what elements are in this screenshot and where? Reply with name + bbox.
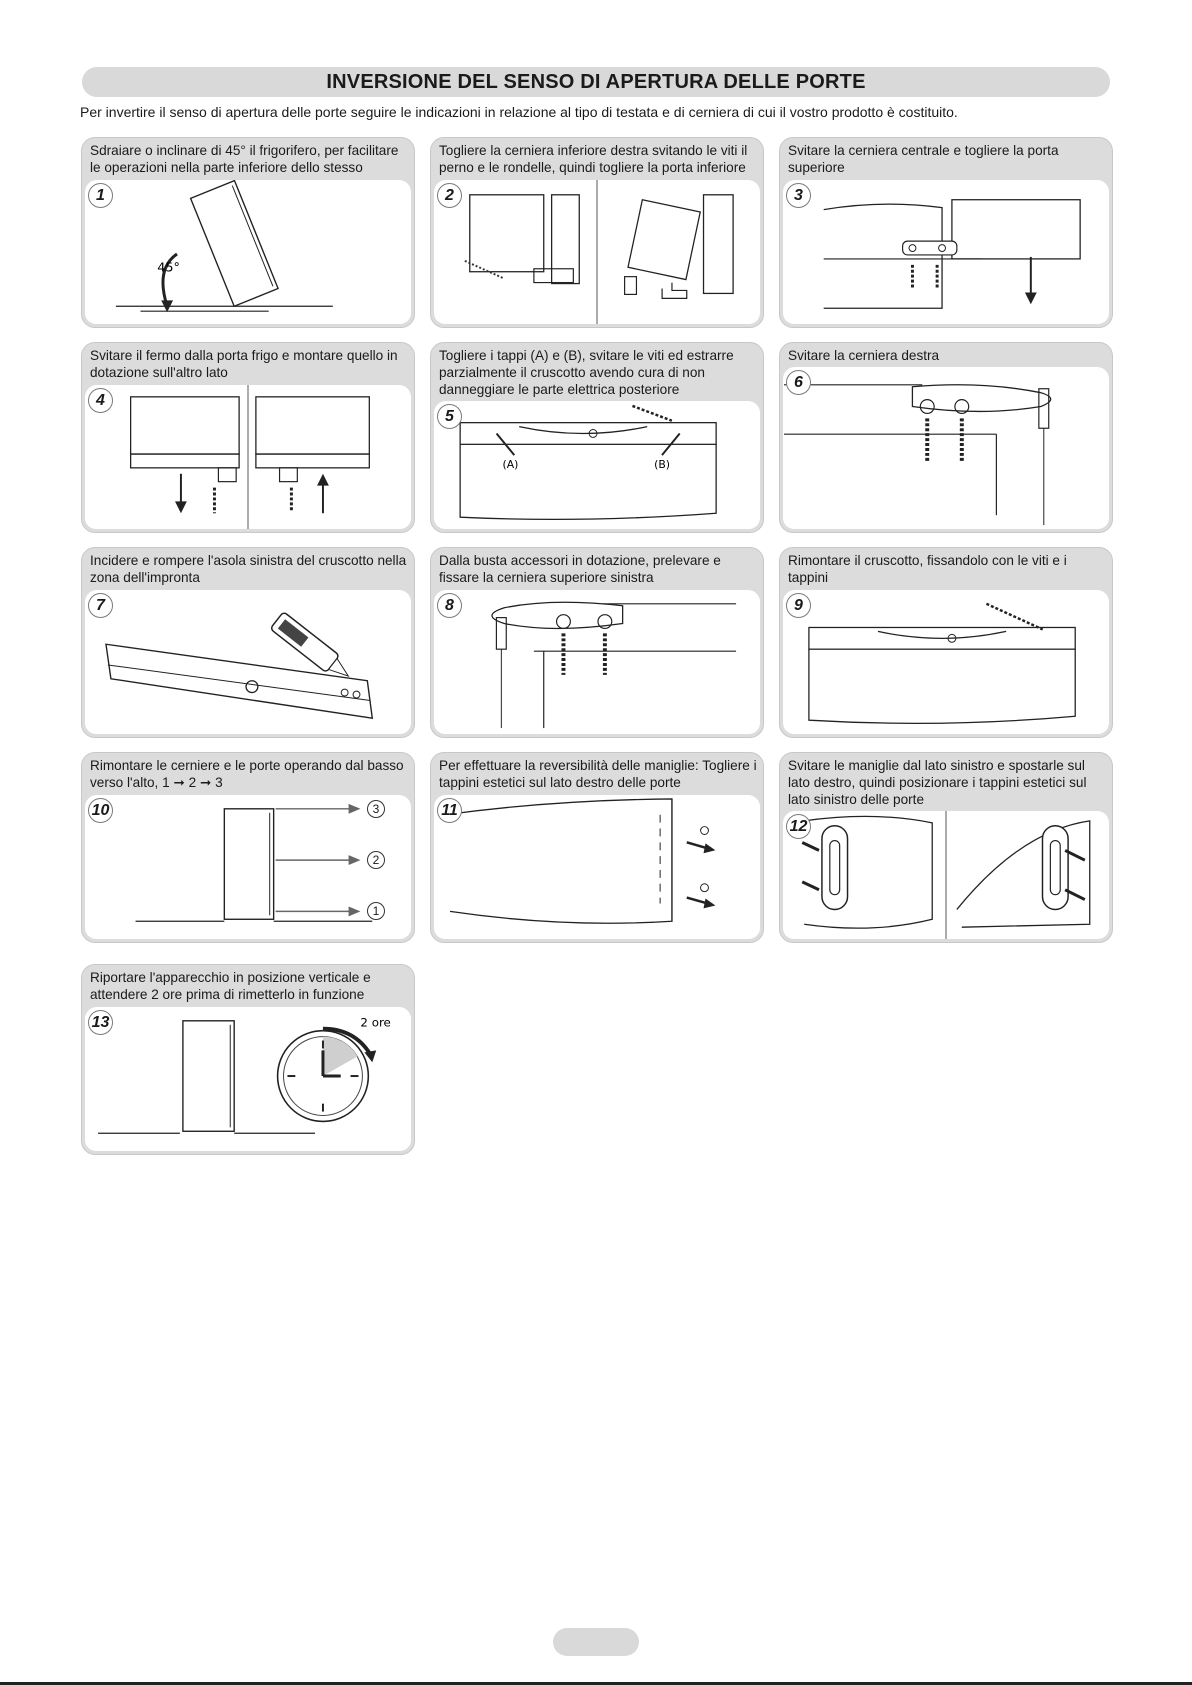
- handle-caps-illustration: [434, 795, 760, 939]
- step-panel-13: [81, 964, 415, 1155]
- step-number: 11: [437, 798, 462, 823]
- step-caption: Svitare le maniglie dal lato sinistro e spostarle sul lato destro, quindi posizionare i tappini estetici sul lato sinistro delle porte: [788, 758, 1087, 807]
- step-number: 6: [786, 370, 811, 395]
- step-panel-10: [81, 752, 415, 943]
- tilted-fridge-illustration: [85, 180, 411, 324]
- intro-text: Per invertire il senso di apertura delle porte seguire le indicazioni in relazione al tipo di testata e di cerniera di cui il vostro prodotto è costituito.: [80, 104, 958, 120]
- step-figure: [434, 180, 760, 324]
- step-figure: [85, 795, 411, 939]
- step-figure: [85, 1007, 411, 1151]
- order-marker-2: 2: [367, 851, 385, 869]
- cap-a-label: (A): [502, 457, 519, 471]
- step-panel-4: [81, 342, 415, 533]
- control-panel-caps-illustration: [434, 401, 760, 529]
- lower-hinge-illustration: [434, 180, 760, 324]
- step-number: 13: [88, 1010, 113, 1035]
- cap-b-label: (B): [654, 457, 670, 471]
- upright-wait-illustration: [85, 1007, 411, 1151]
- step-caption: Incidere e rompere l'asola sinistra del cruscotto nella zona dell'impronta: [90, 553, 407, 585]
- step-number: 4: [88, 388, 113, 413]
- step-panel-11: [430, 752, 764, 943]
- step-figure: [85, 180, 411, 324]
- step-caption: Rimontare il cruscotto, fissandolo con le viti e i tappini: [788, 553, 1067, 585]
- step-number: 5: [437, 404, 462, 429]
- wait-time-label: 2 ore: [360, 1015, 391, 1030]
- step-caption: Dalla busta accessori in dotazione, prelevare e fissare la cerniera superiore sinistra: [439, 553, 721, 585]
- step-figure: [783, 367, 1109, 529]
- step-figure: [434, 401, 760, 529]
- left-hinge-illustration: [434, 590, 760, 734]
- central-hinge-illustration: [783, 180, 1109, 324]
- step-figure: [434, 795, 760, 939]
- step-caption: Sdraiare o inclinare di 45° il frigorifero, per facilitare le operazioni nella parte inferiore dello stesso: [90, 143, 399, 175]
- step-figure: [434, 590, 760, 734]
- step-number: 12: [786, 814, 811, 839]
- angle-label: 45°: [157, 260, 180, 276]
- step-caption: Rimontare le cerniere e le porte operando dal basso verso l'alto, 1 ➞ 2 ➞ 3: [90, 758, 404, 790]
- step-caption: Svitare la cerniera destra: [788, 348, 940, 363]
- step-panel-6: [779, 342, 1113, 533]
- step-figure: [783, 811, 1109, 939]
- step-panel-12: [779, 752, 1113, 943]
- step-caption: Svitare la cerniera centrale e togliere la porta superiore: [788, 143, 1059, 175]
- order-marker-3: 3: [367, 800, 385, 818]
- page-number-pill: [553, 1628, 639, 1656]
- step-caption: Togliere i tappi (A) e (B), svitare le viti ed estrarre parzialmente il cruscotto avendo cura di non danneggiare le parte elettrica posteriore: [439, 348, 734, 397]
- step-number: 8: [437, 593, 462, 618]
- page-title: INVERSIONE DEL SENSO DI APERTURA DELLE PORTE: [326, 70, 866, 93]
- step-caption: Per effettuare la reversibilità delle maniglie: Togliere i tappini estetici sul lato destro delle porte: [439, 758, 757, 790]
- handle-swap-illustration: [783, 811, 1109, 939]
- step-figure: [783, 180, 1109, 324]
- step-panel-8: [430, 547, 764, 738]
- door-stop-illustration: [85, 385, 411, 529]
- step-figure: [783, 590, 1109, 734]
- step-panel-1: [81, 137, 415, 328]
- step-panel-2: [430, 137, 764, 328]
- step-panel-9: [779, 547, 1113, 738]
- step-caption: Togliere la cerniera inferiore destra svitando le viti il perno e le rondelle, quindi togliere la porta inferiore: [439, 143, 748, 175]
- step-panel-3: [779, 137, 1113, 328]
- title-bar: [82, 67, 1110, 97]
- right-hinge-illustration: [783, 367, 1109, 529]
- order-marker-1: 1: [367, 902, 385, 920]
- step-number: 2: [437, 183, 462, 208]
- reassembly-order-illustration: [85, 795, 411, 939]
- step-caption: Riportare l'apparecchio in posizione verticale e attendere 2 ore prima di rimetterlo in funzione: [90, 970, 371, 1002]
- cut-slot-illustration: [85, 590, 411, 734]
- step-number: 3: [786, 183, 811, 208]
- step-figure: [85, 590, 411, 734]
- step-number: 9: [786, 593, 811, 618]
- refit-panel-illustration: [783, 590, 1109, 734]
- step-panel-7: [81, 547, 415, 738]
- step-panel-5: [430, 342, 764, 533]
- step-number: 7: [88, 593, 113, 618]
- step-caption: Svitare il fermo dalla porta frigo e montare quello in dotazione sull'altro lato: [90, 348, 398, 380]
- step-number: 10: [88, 798, 113, 823]
- step-number: 1: [88, 183, 113, 208]
- step-figure: [85, 385, 411, 529]
